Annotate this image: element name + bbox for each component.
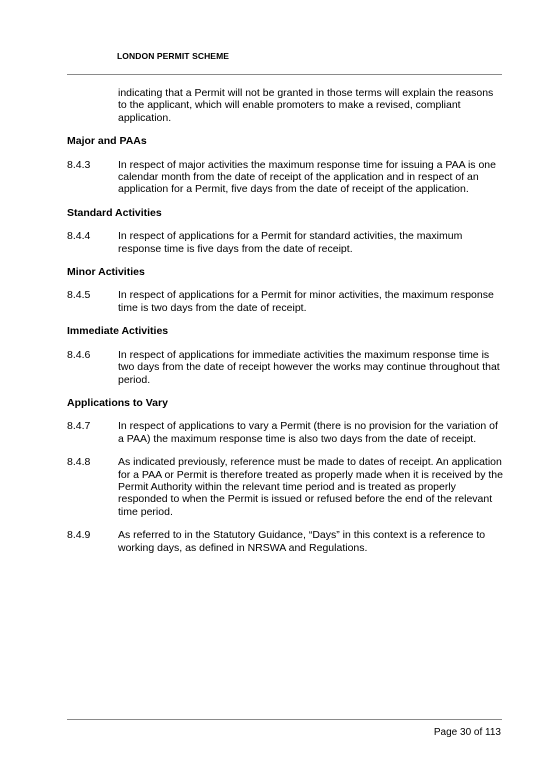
- paragraph-number: 8.4.5: [67, 289, 91, 302]
- paragraph-number: 8.4.8: [67, 456, 91, 469]
- paragraph-8-4-9: [67, 529, 503, 554]
- paragraph-8-4-4: [67, 230, 503, 255]
- paragraph-text: In respect of applications for a Permit for minor activities, the maximum response time is two days from the date of receipt.: [118, 289, 494, 314]
- paragraph-number: 8.4.9: [67, 529, 91, 542]
- paragraph-text: In respect of applications to vary a Permit (there is no provision for the variation of a PAA) the maximum response time is also two days from the date of receipt.: [118, 420, 498, 445]
- page-header-title: LONDON PERMIT SCHEME: [117, 51, 230, 61]
- paragraph-number: 8.4.3: [67, 158, 91, 171]
- paragraph-text: In respect of applications for immediate activities the maximum response time is two days from the date of receipt however the works may continue throughout that period.: [118, 348, 500, 386]
- section-heading-applications-to-vary: Applications to Vary: [67, 396, 168, 409]
- paragraph-number: 8.4.7: [67, 420, 91, 433]
- paragraph-8-4-6: [67, 349, 503, 386]
- paragraph-8-4-3: [67, 159, 503, 196]
- paragraph-number: 8.4.4: [67, 230, 91, 243]
- continuation-paragraph: indicating that a Permit will not be granted in those terms will explain the reasons to the applicant, which will enable promoters to make a revised, compliant application.: [118, 87, 494, 124]
- section-heading-standard-activities: Standard Activities: [67, 206, 162, 219]
- header-divider: [67, 74, 502, 75]
- paragraph-text: As indicated previously, reference must be made to dates of receipt. An application for a PAA or Permit is therefore treated as properly made when it is received by the Permit Authority within the relevant time period and is treated as properly responded to when the Permit is issued or refused before the end of the relevant time period.: [118, 456, 503, 518]
- paragraph-8-4-5: [67, 289, 503, 314]
- footer-divider: [67, 719, 502, 720]
- paragraph-text: As referred to in the Statutory Guidance, “Days” in this context is a reference to working days, as defined in NRSWA and Regulations.: [118, 529, 486, 554]
- paragraph-number: 8.4.6: [67, 348, 91, 361]
- paragraph-8-4-7: [67, 420, 503, 445]
- page-number: Page 30 of 113: [433, 727, 501, 738]
- document-body: [67, 87, 503, 565]
- section-heading-immediate-activities: Immediate Activities: [67, 325, 169, 338]
- paragraph-text: In respect of applications for a Permit for standard activities, the maximum response time is five days from the date of receipt.: [118, 230, 463, 255]
- paragraph-8-4-8: [67, 456, 503, 518]
- paragraph-text: In respect of major activities the maximum response time for issuing a PAA is one calendar month from the date of receipt of the application and in respect of an application for a Permit, five days from the date of receipt of the application.: [118, 158, 496, 196]
- section-heading-major-paas: Major and PAAs: [67, 135, 147, 148]
- section-heading-minor-activities: Minor Activities: [67, 266, 145, 279]
